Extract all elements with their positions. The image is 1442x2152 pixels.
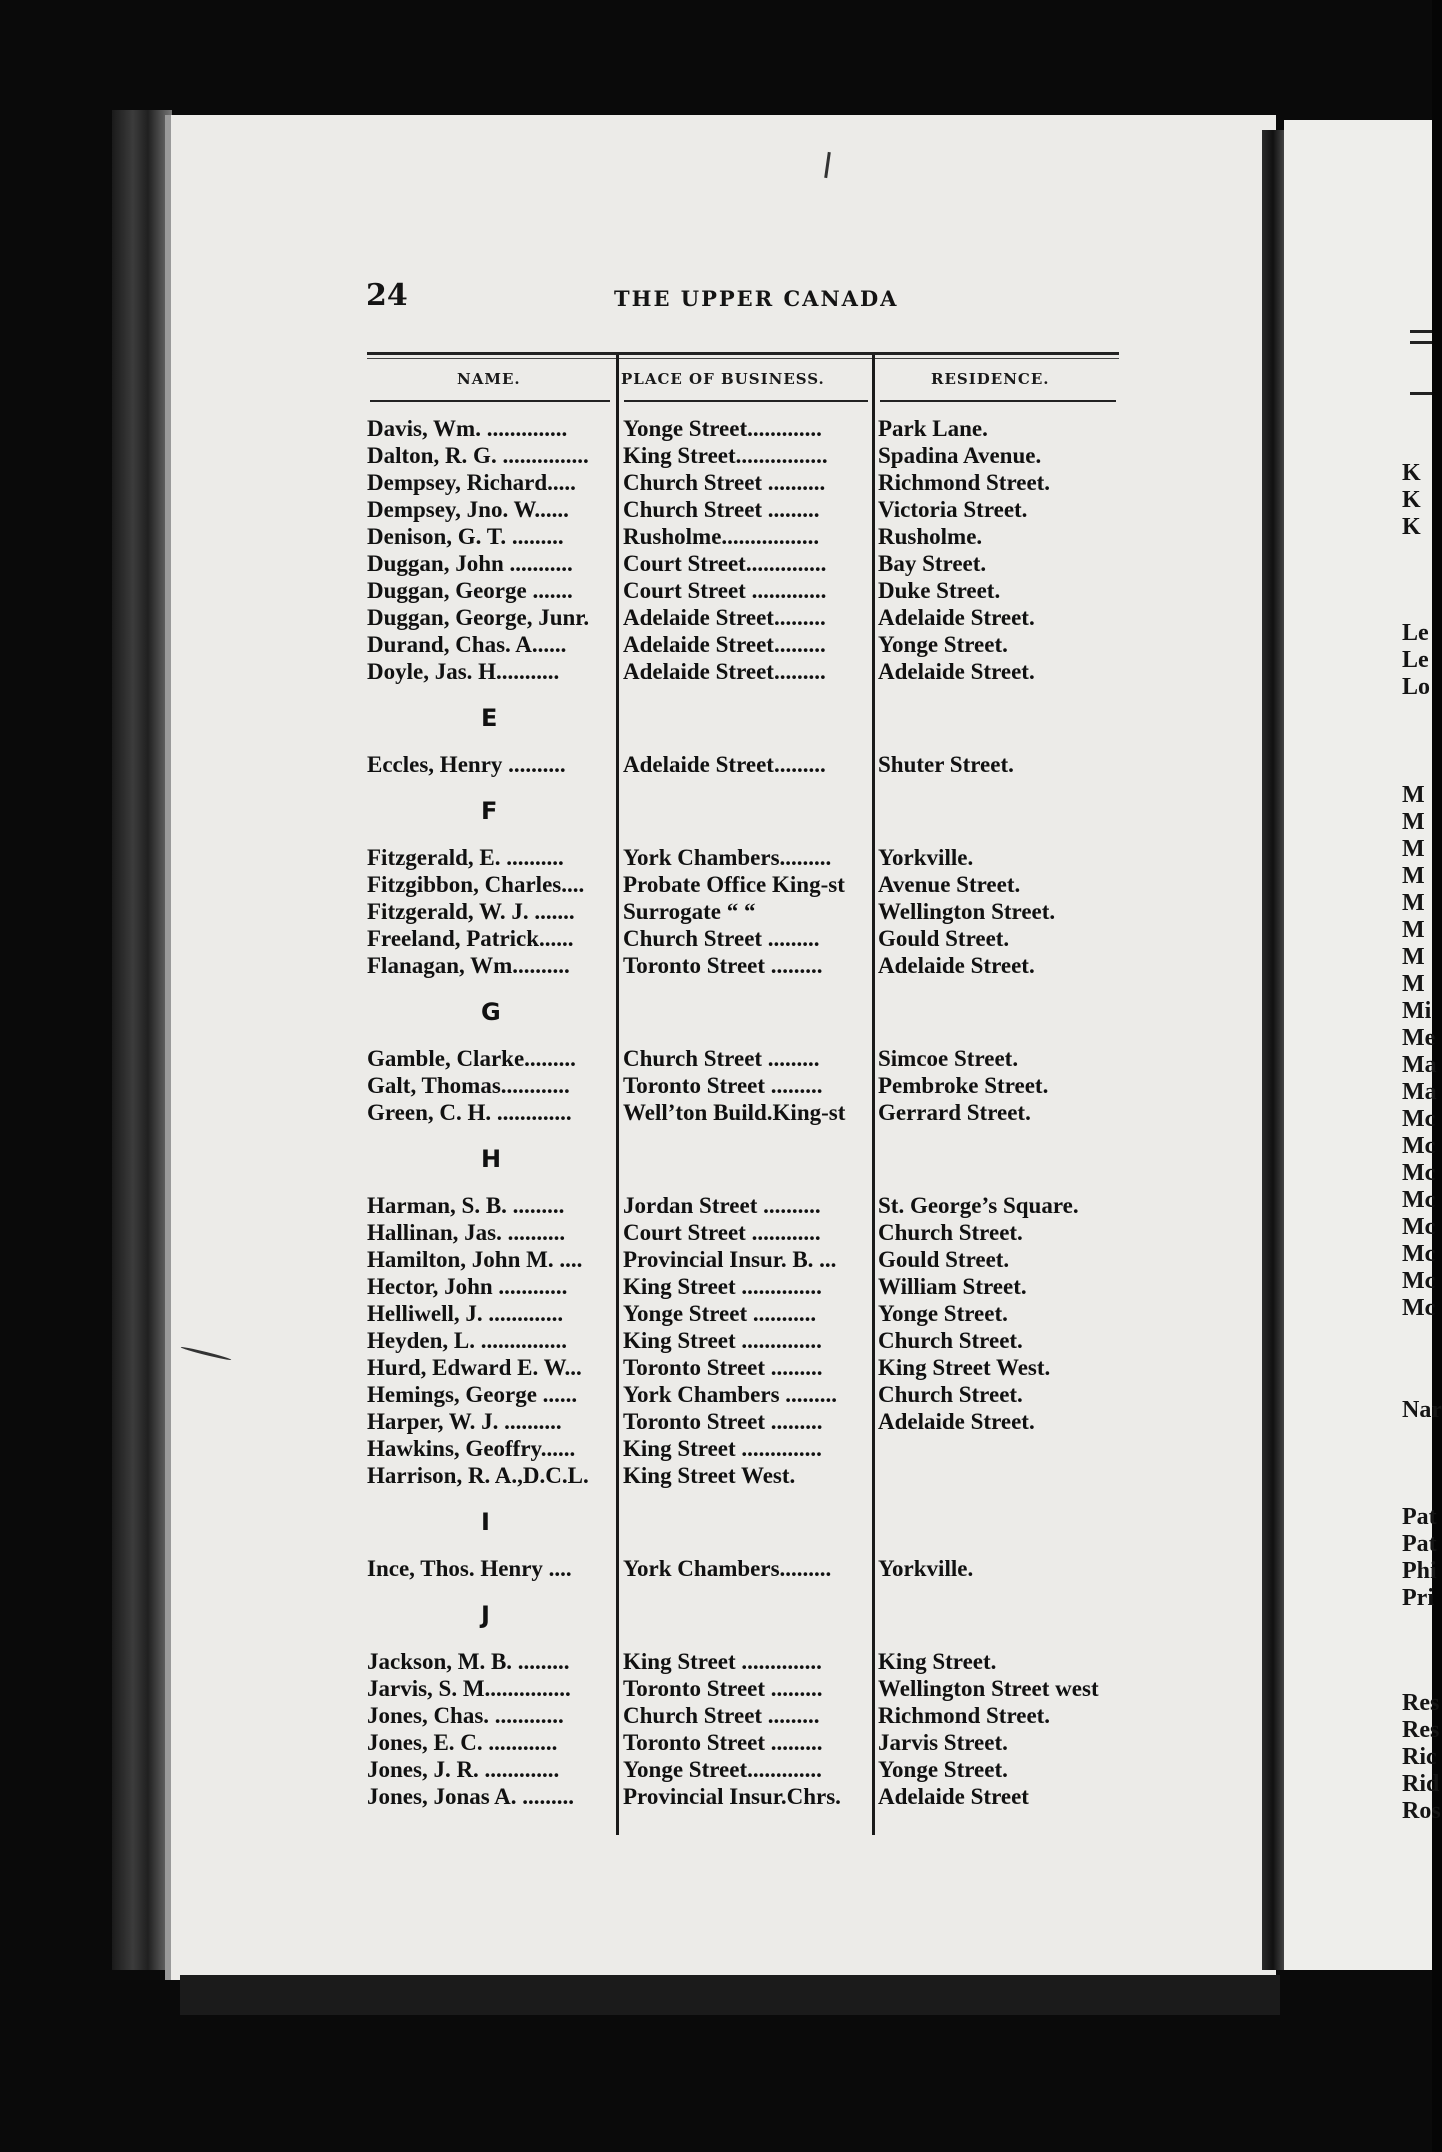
adjacent-page-fragment: Ma bbox=[1402, 1052, 1437, 1078]
entry-business: Adelaide Street......... bbox=[623, 632, 826, 657]
directory-row bbox=[367, 1435, 1127, 1462]
adjacent-page-fragment: Ros bbox=[1402, 1798, 1441, 1824]
entry-business: Church Street ......... bbox=[623, 1046, 820, 1071]
entry-residence: Church Street. bbox=[878, 1220, 1023, 1245]
entry-name: Jones, J. R. ............. bbox=[367, 1757, 560, 1782]
entry-name: Flanagan, Wm.......... bbox=[367, 953, 570, 978]
entry-residence: Simcoe Street. bbox=[878, 1046, 1019, 1071]
column-headers bbox=[367, 370, 1119, 410]
entry-business: Yonge Street............. bbox=[623, 1757, 822, 1782]
directory-entries bbox=[367, 415, 1127, 1810]
entry-residence: Shuter Street. bbox=[878, 752, 1014, 777]
entry-residence: Church Street. bbox=[878, 1382, 1023, 1407]
directory-row bbox=[367, 898, 1127, 925]
entry-residence: Wellington Street. bbox=[878, 899, 1056, 924]
section-letter-label: F bbox=[481, 797, 498, 825]
entry-business: Provincial Insur. B. ... bbox=[623, 1247, 837, 1272]
entry-residence: St. George’s Square. bbox=[878, 1193, 1079, 1218]
section-letter bbox=[367, 685, 1127, 751]
entry-residence: Yonge Street. bbox=[878, 1301, 1008, 1326]
directory-row bbox=[367, 415, 1127, 442]
adjacent-page-fragment: Res bbox=[1402, 1690, 1440, 1716]
directory-row bbox=[367, 1756, 1127, 1783]
adjacent-page-dash bbox=[1410, 392, 1432, 395]
entry-residence: Spadina Avenue. bbox=[878, 443, 1042, 468]
section-letter bbox=[367, 778, 1127, 844]
column-rule-business bbox=[624, 400, 868, 402]
entry-name: Durand, Chas. A...... bbox=[367, 632, 567, 657]
directory-row bbox=[367, 844, 1127, 871]
entry-residence: Richmond Street. bbox=[878, 470, 1051, 495]
entry-name: Fitzgibbon, Charles.... bbox=[367, 872, 585, 897]
entry-business: King Street .............. bbox=[623, 1328, 822, 1353]
directory-row bbox=[367, 1327, 1127, 1354]
adjacent-page-fragment: Phi bbox=[1402, 1558, 1437, 1584]
entry-business: Jordan Street .......... bbox=[623, 1193, 821, 1218]
entry-residence: Wellington Street west bbox=[878, 1676, 1099, 1701]
entry-name: Dempsey, Richard..... bbox=[367, 470, 576, 495]
adjacent-page-fragment: Lo bbox=[1402, 674, 1431, 700]
entry-business: Toronto Street ......... bbox=[623, 1409, 823, 1434]
column-header-residence: RESIDENCE. bbox=[931, 370, 1050, 388]
entry-residence: King Street. bbox=[878, 1649, 997, 1674]
adjacent-page-fragment: Mc bbox=[1402, 1241, 1436, 1267]
entry-residence: Park Lane. bbox=[878, 416, 988, 441]
directory-row bbox=[367, 1729, 1127, 1756]
entry-business: Court Street ............ bbox=[623, 1220, 821, 1245]
entry-residence: Richmond Street. bbox=[878, 1703, 1051, 1728]
adjacent-page-fragment: M bbox=[1402, 890, 1425, 916]
entry-name: Duggan, John ........... bbox=[367, 551, 573, 576]
entry-name: Gamble, Clarke......... bbox=[367, 1046, 576, 1071]
adjacent-page-fragment: Ma bbox=[1402, 1079, 1437, 1105]
entry-business: Probate Office King-st bbox=[623, 872, 845, 897]
column-header-place-of-business: PLACE OF BUSINESS. bbox=[621, 370, 825, 388]
entry-business: King Street West. bbox=[623, 1463, 796, 1488]
column-rule-residence bbox=[880, 400, 1116, 402]
adjacent-page-fragment: M bbox=[1402, 809, 1425, 835]
directory-row bbox=[367, 1099, 1127, 1126]
entry-residence: Duke Street. bbox=[878, 578, 1001, 603]
section-letter bbox=[367, 979, 1127, 1045]
entry-residence: Adelaide Street. bbox=[878, 659, 1035, 684]
entry-residence: Pembroke Street. bbox=[878, 1073, 1049, 1098]
entry-name: Jones, E. C. ............ bbox=[367, 1730, 558, 1755]
entry-business: Toronto Street ......... bbox=[623, 1355, 823, 1380]
entry-residence: Yorkville. bbox=[878, 1556, 974, 1581]
entry-business: York Chambers......... bbox=[623, 1556, 832, 1581]
directory-row bbox=[367, 442, 1127, 469]
adjacent-page-fragment: K bbox=[1402, 460, 1421, 486]
running-title: THE UPPER CANADA bbox=[614, 286, 899, 311]
entry-name: Hemings, George ...... bbox=[367, 1382, 578, 1407]
entry-name: Helliwell, J. ............. bbox=[367, 1301, 564, 1326]
entry-business: Toronto Street ......... bbox=[623, 953, 823, 978]
section-letter-label: E bbox=[481, 704, 498, 732]
directory-row bbox=[367, 1555, 1127, 1582]
directory-row bbox=[367, 577, 1127, 604]
entry-name: Jones, Jonas A. ......... bbox=[367, 1784, 575, 1809]
adjacent-page-fragment: M bbox=[1402, 971, 1425, 997]
entry-business: Church Street .......... bbox=[623, 470, 826, 495]
directory-row bbox=[367, 1675, 1127, 1702]
entry-business: King Street .............. bbox=[623, 1274, 822, 1299]
entry-business: Yonge Street ........... bbox=[623, 1301, 817, 1326]
entry-residence: Adelaide Street. bbox=[878, 1409, 1035, 1434]
entry-name: Denison, G. T. ......... bbox=[367, 524, 564, 549]
entry-name: Galt, Thomas............ bbox=[367, 1073, 570, 1098]
directory-row bbox=[367, 658, 1127, 685]
page-gutter bbox=[1262, 130, 1284, 1970]
entry-name: Dalton, R. G. ............... bbox=[367, 443, 589, 468]
entry-residence: Rusholme. bbox=[878, 524, 983, 549]
entry-residence: Yonge Street. bbox=[878, 632, 1008, 657]
entry-business: Adelaide Street......... bbox=[623, 659, 826, 684]
entry-residence: Adelaide Street. bbox=[878, 605, 1035, 630]
adjacent-page-fragment: Pat bbox=[1402, 1531, 1437, 1557]
adjacent-page-fragment: M bbox=[1402, 944, 1425, 970]
adjacent-page-fragment: Mc bbox=[1402, 1106, 1436, 1132]
entry-business: King Street .............. bbox=[623, 1436, 822, 1461]
adjacent-page-fragment: Ric bbox=[1402, 1744, 1437, 1770]
entry-residence: Adelaide Street bbox=[878, 1784, 1029, 1809]
entry-business: King Street................ bbox=[623, 443, 828, 468]
entry-business: Well’ton Build.King-st bbox=[623, 1100, 846, 1125]
entry-residence: Church Street. bbox=[878, 1328, 1023, 1353]
entry-name: Hamilton, John M. .... bbox=[367, 1247, 583, 1272]
entry-name: Freeland, Patrick...... bbox=[367, 926, 574, 951]
entry-residence: William Street. bbox=[878, 1274, 1027, 1299]
entry-business: Yonge Street............. bbox=[623, 416, 822, 441]
entry-residence: Bay Street. bbox=[878, 551, 987, 576]
entry-name: Duggan, George ....... bbox=[367, 578, 573, 603]
entry-business: Church Street ......... bbox=[623, 926, 820, 951]
adjacent-page-fragment: Mc bbox=[1402, 1268, 1436, 1294]
section-letter bbox=[367, 1489, 1127, 1555]
directory-row bbox=[367, 1783, 1127, 1810]
entry-business: Church Street ......... bbox=[623, 1703, 820, 1728]
adjacent-page-fragment: Res bbox=[1402, 1717, 1440, 1743]
section-letter-label: I bbox=[481, 1508, 490, 1536]
entry-business: Church Street ......... bbox=[623, 497, 820, 522]
entry-name: Fitzgerald, W. J. ....... bbox=[367, 899, 575, 924]
directory-row bbox=[367, 1462, 1127, 1489]
entry-business: Surrogate “ “ bbox=[623, 899, 756, 924]
directory-row bbox=[367, 523, 1127, 550]
section-letter-label: J bbox=[481, 1601, 490, 1629]
adjacent-page-fragment: Le bbox=[1402, 620, 1429, 646]
entry-name: Hallinan, Jas. .......... bbox=[367, 1220, 566, 1245]
directory-row bbox=[367, 1354, 1127, 1381]
entry-business: York Chambers......... bbox=[623, 845, 832, 870]
directory-row bbox=[367, 952, 1127, 979]
section-letter bbox=[367, 1582, 1127, 1648]
directory-row bbox=[367, 1045, 1127, 1072]
directory-row bbox=[367, 1273, 1127, 1300]
entry-residence: Victoria Street. bbox=[878, 497, 1028, 522]
entry-name: Jarvis, S. M............... bbox=[367, 1676, 571, 1701]
entry-business: Toronto Street ......... bbox=[623, 1073, 823, 1098]
section-letter-label: H bbox=[481, 1145, 502, 1173]
directory-row bbox=[367, 1072, 1127, 1099]
entry-name: Green, C. H. ............. bbox=[367, 1100, 572, 1125]
section-letter-label: G bbox=[481, 998, 501, 1026]
entry-name: Jones, Chas. ............ bbox=[367, 1703, 564, 1728]
entry-business: Toronto Street ......... bbox=[623, 1730, 823, 1755]
directory-row bbox=[367, 871, 1127, 898]
page-bottom-shadow bbox=[180, 1975, 1280, 2015]
directory-row bbox=[367, 1219, 1127, 1246]
adjacent-page-fragment: Mc bbox=[1402, 1133, 1436, 1159]
entry-business: Court Street ............. bbox=[623, 578, 827, 603]
entry-residence: King Street West. bbox=[878, 1355, 1051, 1380]
header-rule bbox=[367, 352, 1119, 359]
adjacent-page-fragment: Pat bbox=[1402, 1504, 1437, 1530]
entry-business: Adelaide Street......... bbox=[623, 605, 826, 630]
entry-name: Harman, S. B. ......... bbox=[367, 1193, 565, 1218]
entry-name: Doyle, Jas. H........... bbox=[367, 659, 560, 684]
entry-name: Hurd, Edward E. W... bbox=[367, 1355, 582, 1380]
directory-row bbox=[367, 925, 1127, 952]
entry-residence: Yonge Street. bbox=[878, 1757, 1008, 1782]
entry-residence: Yorkville. bbox=[878, 845, 974, 870]
directory-row bbox=[367, 496, 1127, 523]
adjacent-page-fragment: Mc bbox=[1402, 1214, 1436, 1240]
adjacent-page-fragment: Me bbox=[1402, 1025, 1436, 1051]
entry-name: Fitzgerald, E. .......... bbox=[367, 845, 564, 870]
adjacent-page-fragment: Rid bbox=[1402, 1771, 1440, 1797]
entry-name: Hector, John ............ bbox=[367, 1274, 568, 1299]
entry-residence: Gould Street. bbox=[878, 1247, 1010, 1272]
adjacent-page-fragment: K bbox=[1402, 487, 1421, 513]
directory-row bbox=[367, 1408, 1127, 1435]
directory-row bbox=[367, 1381, 1127, 1408]
directory-row bbox=[367, 1300, 1127, 1327]
page-number: 24 bbox=[366, 278, 408, 313]
directory-row bbox=[367, 469, 1127, 496]
directory-row bbox=[367, 1648, 1127, 1675]
column-header-name: NAME. bbox=[457, 370, 521, 388]
entry-name: Dempsey, Jno. W...... bbox=[367, 497, 569, 522]
entry-business: King Street .............. bbox=[623, 1649, 822, 1674]
adjacent-page-fragment: Mc bbox=[1402, 1160, 1436, 1186]
adjacent-page-rule bbox=[1410, 330, 1432, 344]
entry-name: Heyden, L. ............... bbox=[367, 1328, 567, 1353]
entry-business: Adelaide Street......... bbox=[623, 752, 826, 777]
adjacent-page-fragment: Mc bbox=[1402, 1187, 1436, 1213]
entry-residence: Avenue Street. bbox=[878, 872, 1021, 897]
entry-name: Davis, Wm. .............. bbox=[367, 416, 568, 441]
adjacent-page-fragment: Mi bbox=[1402, 998, 1432, 1024]
entry-residence: Gould Street. bbox=[878, 926, 1010, 951]
adjacent-page-fragment: M bbox=[1402, 782, 1425, 808]
adjacent-page-fragment: M bbox=[1402, 917, 1425, 943]
adjacent-page-fragment: K bbox=[1402, 514, 1421, 540]
adjacent-page-fragment: Nar bbox=[1402, 1397, 1442, 1423]
adjacent-page-fragment: Le bbox=[1402, 647, 1429, 673]
adjacent-page-fragment: Mc bbox=[1402, 1295, 1436, 1321]
directory-row bbox=[367, 1246, 1127, 1273]
entry-name: Eccles, Henry .......... bbox=[367, 752, 566, 777]
entry-residence: Jarvis Street. bbox=[878, 1730, 1008, 1755]
section-letter bbox=[367, 1126, 1127, 1192]
directory-row bbox=[367, 1192, 1127, 1219]
book-spine bbox=[112, 110, 172, 1970]
entry-name: Hawkins, Geoffry...... bbox=[367, 1436, 576, 1461]
column-rule-name bbox=[370, 400, 610, 402]
entry-business: York Chambers ......... bbox=[623, 1382, 838, 1407]
entry-business: Rusholme................. bbox=[623, 524, 820, 549]
directory-row bbox=[367, 550, 1127, 577]
entry-residence: Gerrard Street. bbox=[878, 1100, 1031, 1125]
entry-name: Duggan, George, Junr. bbox=[367, 605, 590, 630]
entry-business: Provincial Insur.Chrs. bbox=[623, 1784, 841, 1809]
entry-business: Toronto Street ......... bbox=[623, 1676, 823, 1701]
entry-business: Court Street.............. bbox=[623, 551, 827, 576]
entry-name: Ince, Thos. Henry .... bbox=[367, 1556, 572, 1581]
directory-row bbox=[367, 1702, 1127, 1729]
adjacent-page-fragment: M bbox=[1402, 836, 1425, 862]
entry-name: Jackson, M. B. ......... bbox=[367, 1649, 570, 1674]
entry-name: Harper, W. J. .......... bbox=[367, 1409, 562, 1434]
entry-residence: Adelaide Street. bbox=[878, 953, 1035, 978]
adjacent-page-fragment: Pri bbox=[1402, 1585, 1434, 1611]
entry-name: Harrison, R. A.,D.C.L. bbox=[367, 1463, 589, 1488]
directory-row bbox=[367, 751, 1127, 778]
directory-row bbox=[367, 631, 1127, 658]
adjacent-page-fragment: M bbox=[1402, 863, 1425, 889]
directory-row bbox=[367, 604, 1127, 631]
